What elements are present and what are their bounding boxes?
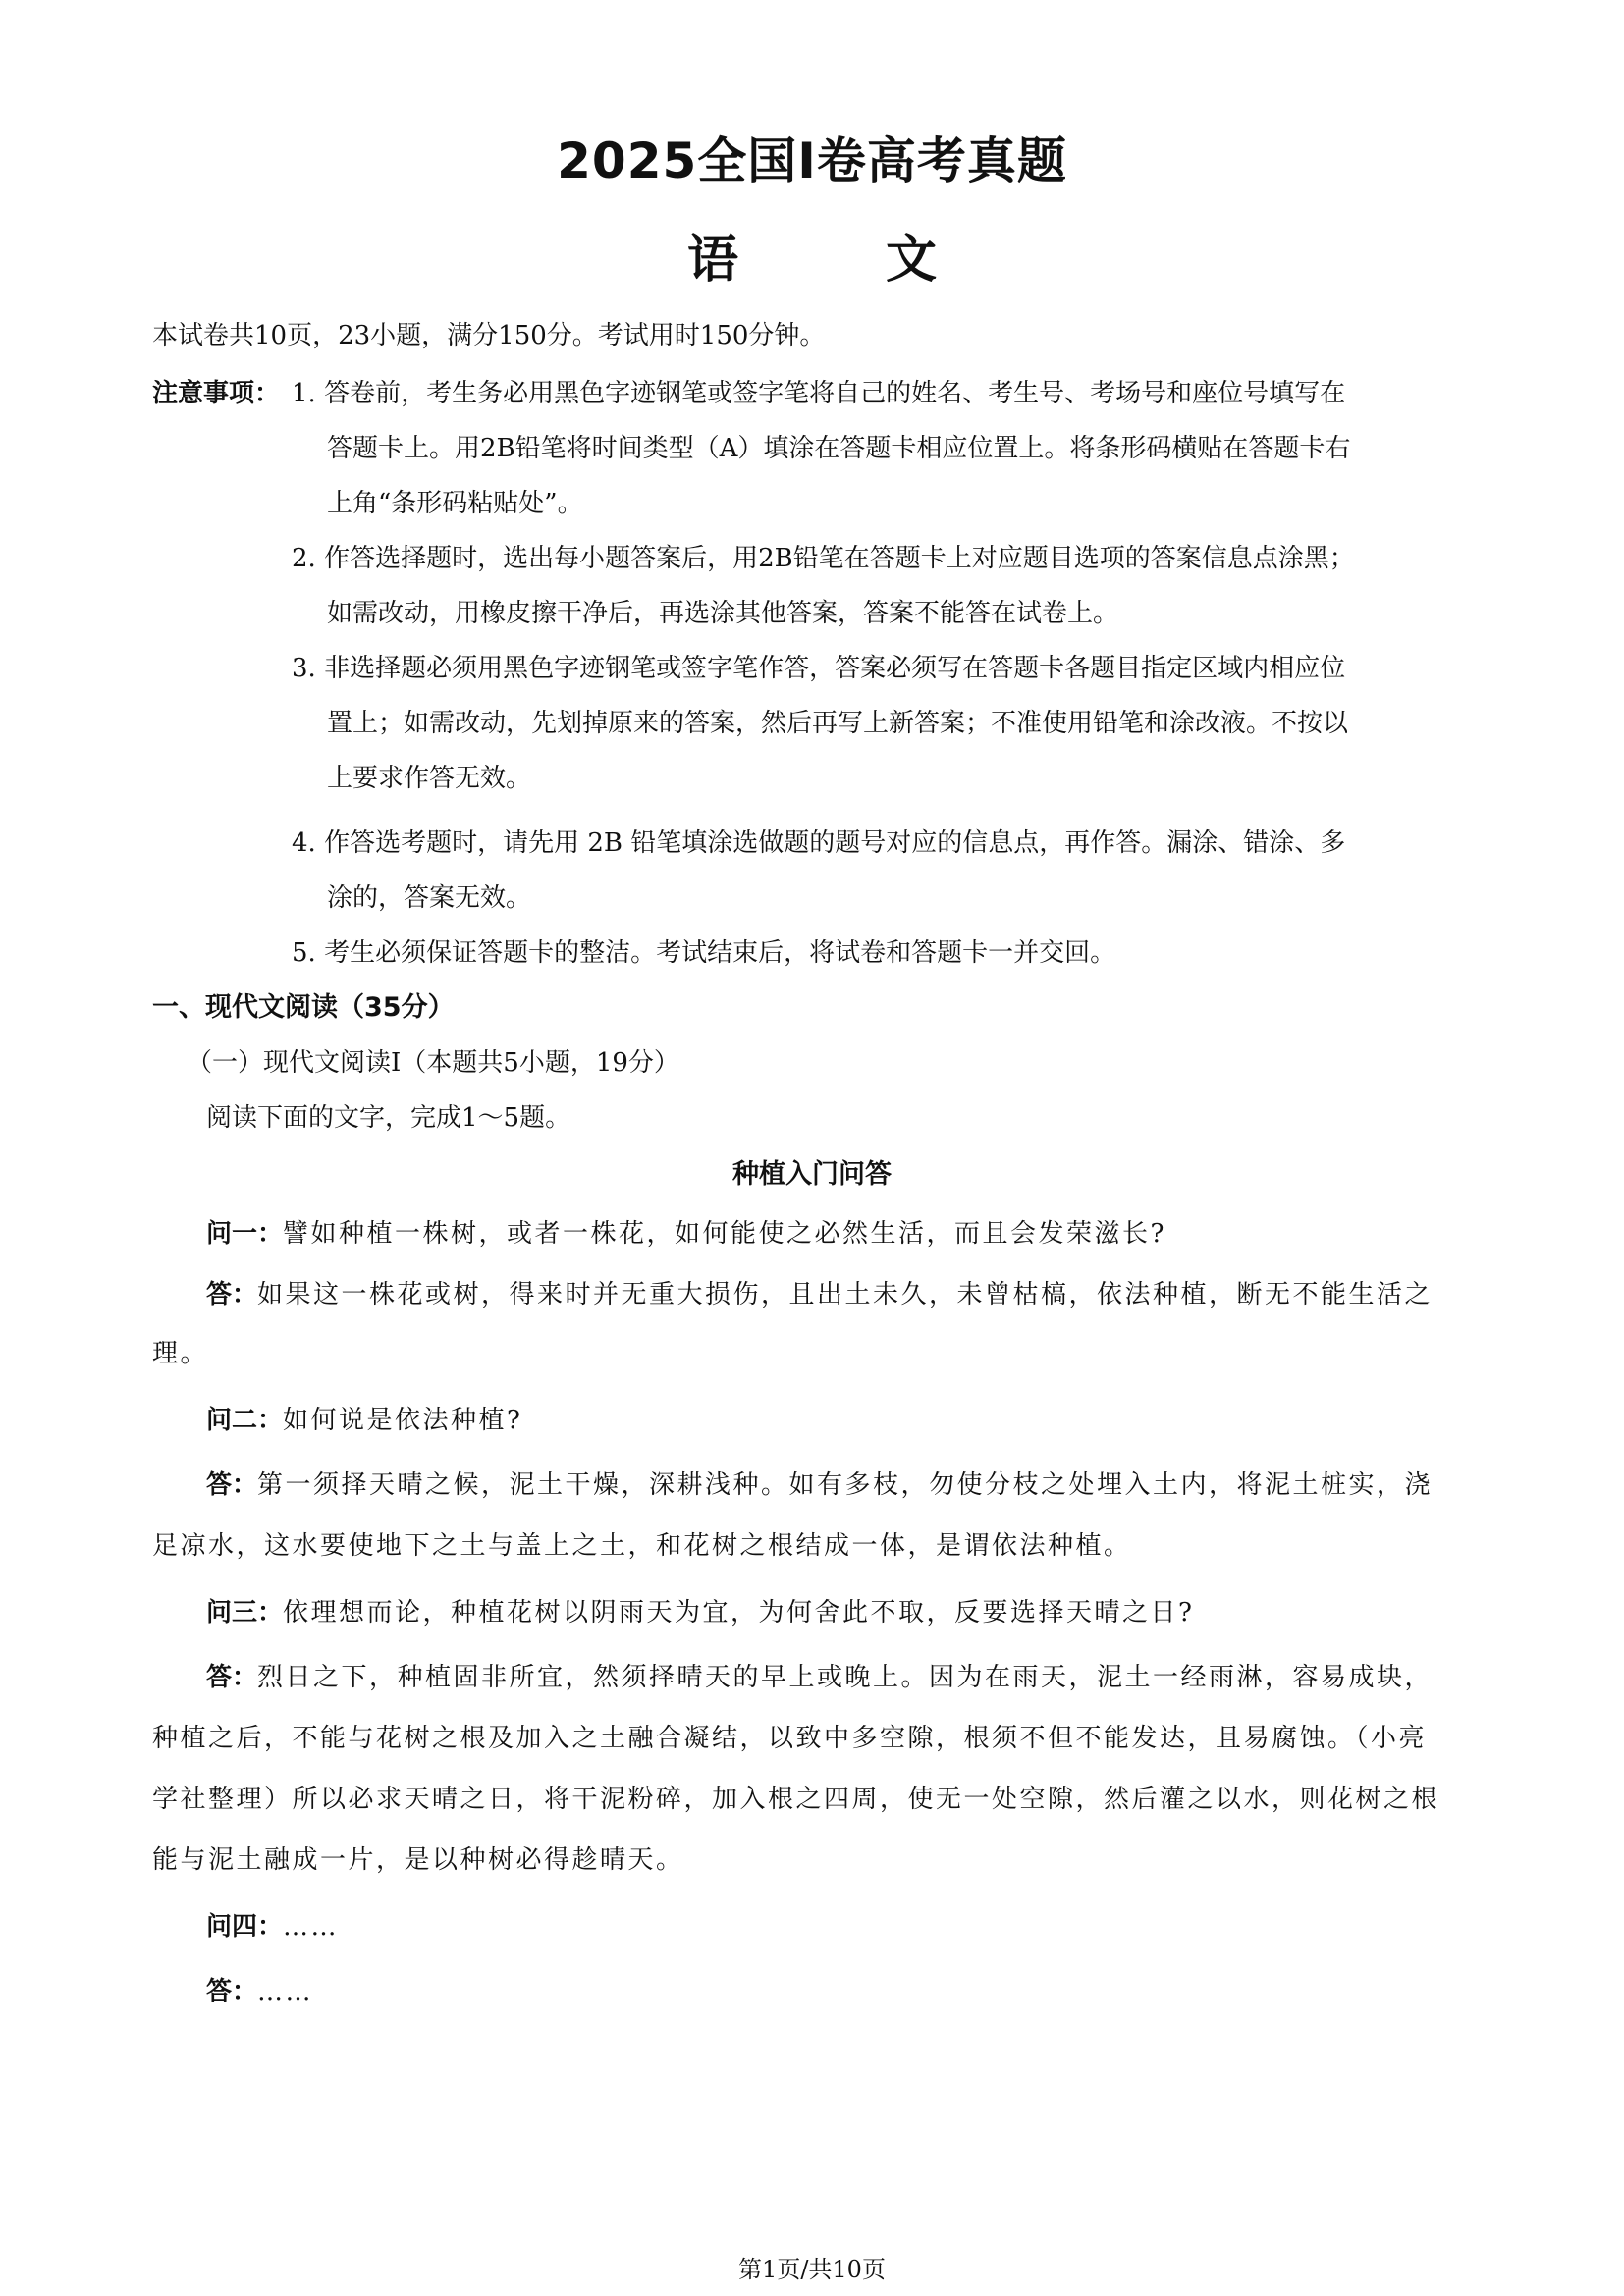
notice-item-5-line-1: 5. 考生必须保证答题卡的整洁。考试结束后，将试卷和答题卡一并交回。 [292,938,1116,968]
exam-intro: 本试卷共10页，23小题，满分150分。考试用时150分钟。 [152,321,826,350]
question-4 [206,1910,339,1944]
answer-2-line-1 [206,1468,1433,1502]
question-4-label: 问四： [206,1912,284,1942]
answer-3-label: 答： [206,1663,258,1692]
notice-item-2-line-1: 2. 作答选择题时，选出每小题答案后，用2B铅笔在答题卡上对应题目选项的答案信息点涂黑； [292,544,1355,573]
notice-item-4-line-1: 4. 作答选考题时，请先用 2B 铅笔填涂选做题的题号对应的信息点，再作答。漏涂、错涂、多 [292,828,1346,858]
question-3-text: 依理想而论，种植花树以阴雨天为宜，为何舍此不取，反要选择天晴之日? [283,1598,1195,1628]
section-heading: 一、现代文阅读（35分） [152,992,455,1023]
answer-1-text-1: 如果这一株花或树，得来时并无重大损伤，且出土未久，未曾枯槁，依法种植，断无不能生活之 [257,1280,1434,1309]
answer-1-line-1 [206,1278,1433,1311]
page-number: 第1页/共10页 [738,2256,886,2283]
question-1 [206,1217,1166,1251]
notice-label: 注意事项： [152,379,281,408]
answer-3-line-2: 种植之后，不能与花树之根及加入之土融合凝结，以致中多空隙，根须不但不能发达，且易腐蚀。（小亮 [152,1724,1428,1753]
page-title: 2025全国Ⅰ卷高考真题 [557,133,1067,189]
subject-title [0,218,1624,292]
question-3-label: 问三： [206,1598,284,1628]
answer-4 [206,1975,313,2008]
answer-1-label: 答： [206,1280,258,1309]
answer-2-text-1: 第一须择天晴之候，泥土干燥，深耕浅种。如有多枝，勿使分枝之处埋入土内，将泥土桩实，浇 [257,1470,1434,1500]
notice-item-1-line-1: 1. 答卷前，考生务必用黑色字迹钢笔或签字笔将自己的姓名、考生号、考场号和座位号填写在 [292,379,1346,408]
notice-item-1-line-3: 上角“条形码粘贴处”。 [327,489,583,518]
answer-4-label: 答： [206,1977,258,2006]
question-2 [206,1404,522,1437]
answer-3-line-4: 能与泥土融成一片，是以种树必得趁晴天。 [152,1845,684,1875]
question-2-label: 问二： [206,1406,284,1435]
notice-item-1-line-2: 答题卡上。用2B铅笔将时间类型（A）填涂在答题卡相应位置上。将条形码横贴在答题卡右 [327,434,1351,463]
answer-3-line-1 [206,1661,1433,1694]
reading-instruction: 阅读下面的文字，完成1～5题。 [206,1103,571,1133]
notice-item-3-line-1: 3. 非选择题必须用黑色字迹钢笔或签字笔作答，答案必须写在答题卡各题目指定区域内相应位 [292,654,1346,683]
answer-2-line-2: 足凉水，这水要使地下之土与盖上之土，和花树之根结成一体，是谓依法种植。 [152,1531,1132,1561]
question-4-text: …… [283,1912,340,1942]
notice-item-3-line-2: 置上；如需改动，先划掉原来的答案，然后再写上新答案；不准使用铅笔和涂改液。不按以 [327,709,1349,738]
answer-2-label: 答： [206,1470,258,1500]
answer-4-text: …… [257,1977,314,2006]
notice-item-4-line-2: 涂的，答案无效。 [327,883,532,913]
question-2-text: 如何说是依法种植? [283,1406,523,1435]
answer-3-line-3: 学社整理）所以必求天晴之日，将干泥粉碎，加入根之四周，使无一处空隙，然后灌之以水，则花树之根 [152,1785,1440,1814]
subject-char-2: 文 [886,231,938,290]
section-subheading: （一）现代文阅读Ⅰ（本题共5小题，19分） [187,1048,679,1078]
question-1-label: 问一： [206,1219,284,1249]
question-3 [206,1596,1194,1629]
passage-title: 种植入门问答 [732,1159,892,1190]
answer-1-line-2: 理。 [152,1339,209,1368]
subject-char-1: 语 [686,231,738,290]
answer-3-text-1: 烈日之下，种植固非所宜，然须择晴天的早上或晚上。因为在雨天，泥土一经雨淋，容易成块， [257,1663,1434,1692]
notice-item-3-line-3: 上要求作答无效。 [327,764,532,793]
notice-item-2-line-2: 如需改动，用橡皮擦干净后，再选涂其他答案，答案不能答在试卷上。 [327,599,1119,628]
question-1-text: 譬如种植一株树，或者一株花，如何能使之必然生活，而且会发荣滋长? [283,1219,1166,1249]
